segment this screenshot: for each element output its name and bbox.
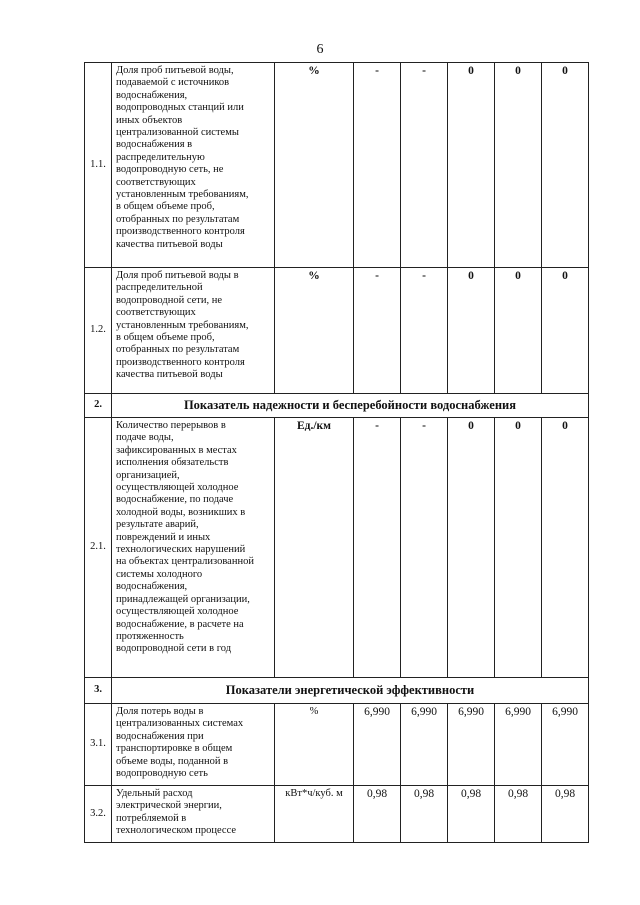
description-line: соответствующих [116, 307, 196, 319]
description-line: водопроводную сеть, не [116, 164, 224, 176]
description-line: потребляемой в [116, 812, 187, 824]
description-line: иных объектов [116, 114, 183, 126]
description-line: распределительную [116, 151, 205, 163]
description-line: качества питьевой воды [116, 369, 223, 381]
value-cell: 0,98 [448, 786, 495, 843]
description-line: исполнения обязательств [116, 457, 229, 469]
value-cell: 0 [448, 63, 495, 268]
description-line: производственного контроля [116, 226, 245, 238]
description-line: водоснабжение, в расчете на [116, 618, 244, 630]
description-line: водопроводную сеть [116, 768, 208, 780]
description-line: централизованных системах [116, 718, 244, 730]
row-number: 3.2. [85, 786, 112, 843]
indicator-description [112, 63, 275, 268]
description-line: принадлежащей организации, [116, 593, 250, 605]
description-line: Доля проб питьевой воды в [116, 270, 239, 281]
description-line: организацией, [116, 469, 180, 481]
description-line: зафиксированных в местах [116, 444, 237, 456]
value-cell: 6,990 [401, 704, 448, 786]
value-cell: 0 [542, 268, 589, 394]
section-title: Показатель надежности и бесперебойности водоснабжения [112, 394, 589, 418]
row-number: 1.2. [85, 268, 112, 394]
description-line: установленным требованиям, [116, 319, 249, 331]
description-line: протяженность [116, 630, 184, 642]
description-line: Количество перерывов в [116, 420, 226, 431]
section-title: Показатели энергетической эффективности [112, 678, 589, 704]
indicator-description [112, 704, 275, 786]
value-cell: 0,98 [401, 786, 448, 843]
description-line: электрической энергии, [116, 800, 222, 812]
description-line: водоснабжения в [116, 139, 193, 151]
table-row [85, 268, 589, 394]
value-cell: 0 [495, 268, 542, 394]
description-line: водопроводных станций или [116, 102, 244, 114]
indicator-description [112, 268, 275, 394]
description-line: осуществляющей холодное [116, 482, 239, 494]
description-line: отобранных по результатам [116, 213, 240, 225]
table-row [85, 786, 589, 843]
description-line: распределительной [116, 282, 203, 294]
row-number: 3.1. [85, 704, 112, 786]
value-cell: - [354, 63, 401, 268]
unit-cell: % [275, 704, 354, 786]
unit-cell: % [275, 63, 354, 268]
description-line: Доля проб питьевой воды, [116, 65, 234, 76]
indicators-table [84, 62, 589, 843]
table-row [85, 63, 589, 268]
description-line: централизованной системы [116, 127, 239, 139]
value-cell: 6,990 [354, 704, 401, 786]
section-number: 2. [85, 394, 112, 418]
description-line: Удельный расход [116, 788, 193, 799]
value-cell: - [401, 63, 448, 268]
description-line: транспортировке в общем [116, 743, 233, 755]
description-line: водоснабжения при [116, 730, 204, 742]
description-line: Доля потерь воды в [116, 706, 204, 717]
description-line: системы холодного [116, 568, 203, 580]
description-line: осуществляющей холодное [116, 606, 239, 618]
value-cell: 0 [542, 418, 589, 678]
value-cell: 6,990 [542, 704, 589, 786]
section-row [85, 678, 589, 704]
value-cell: 0,98 [542, 786, 589, 843]
page-number: 6 [316, 42, 324, 57]
description-line: холодной воды, возникших в [116, 506, 246, 518]
table-row [85, 418, 589, 678]
unit-cell: % [275, 268, 354, 394]
value-cell: 6,990 [448, 704, 495, 786]
value-cell: 0 [495, 63, 542, 268]
row-number: 2.1. [85, 418, 112, 678]
description-line: производственного контроля [116, 356, 245, 368]
value-cell: 0 [448, 418, 495, 678]
description-line: водопроводной сети, не [116, 294, 223, 306]
description-line: технологических нарушений [116, 544, 246, 556]
description-line: результате аварий, [116, 519, 199, 531]
description-line: водоснабжения, [116, 581, 188, 593]
unit-cell: кВт*ч/куб. м [275, 786, 354, 843]
value-cell: 0 [448, 268, 495, 394]
indicator-description [112, 786, 275, 843]
description-line: в общем объеме проб, [116, 201, 215, 213]
description-line: объеме воды, поданной в [116, 755, 229, 767]
description-line: подаче воды, [116, 432, 174, 444]
description-line: установленным требованиям, [116, 189, 249, 201]
description-line: в общем объеме проб, [116, 332, 215, 344]
value-cell: 0 [495, 418, 542, 678]
description-line: отобранных по результатам [116, 344, 240, 356]
description-line: на объектах централизованной [116, 556, 254, 568]
description-line: водоснабжение, по подаче [116, 494, 234, 506]
description-line: повреждений и иных [116, 531, 211, 543]
table-row [85, 704, 589, 786]
value-cell: - [354, 418, 401, 678]
section-number: 3. [85, 678, 112, 704]
section-row [85, 394, 589, 418]
description-line: технологическом процессе [116, 825, 237, 837]
value-cell: 0 [542, 63, 589, 268]
description-line: водоснабжения, [116, 89, 188, 101]
description-line: подаваемой с источников [116, 77, 230, 89]
description-line: качества питьевой воды [116, 238, 223, 250]
value-cell: - [401, 418, 448, 678]
value-cell: 0,98 [495, 786, 542, 843]
indicator-description [112, 418, 275, 678]
value-cell: 6,990 [495, 704, 542, 786]
value-cell: - [401, 268, 448, 394]
description-line: водопроводной сети в год [116, 643, 232, 655]
value-cell: 0,98 [354, 786, 401, 843]
row-number: 1.1. [85, 63, 112, 268]
value-cell: - [354, 268, 401, 394]
unit-cell: Ед./км [275, 418, 354, 678]
description-line: соответствующих [116, 176, 196, 188]
